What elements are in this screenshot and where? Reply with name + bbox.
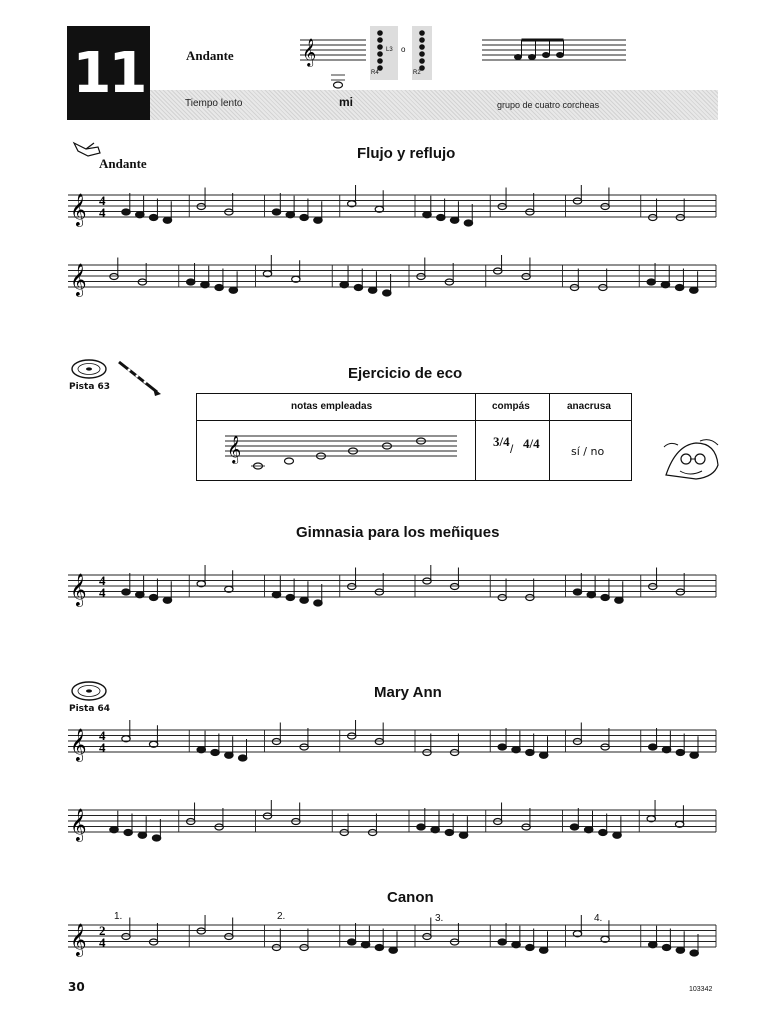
mary-ann-track-label: Pista 64 (69, 704, 111, 714)
cd-icon (70, 680, 108, 707)
eco-col-notes: notas empleadas (291, 401, 373, 412)
svg-text:4: 4 (99, 728, 106, 743)
header-tempo-meaning: Tiempo lento (185, 98, 243, 109)
canon-staff (66, 915, 718, 977)
lesson-number-box (67, 26, 150, 120)
svg-text:𝄞: 𝄞 (70, 263, 87, 296)
composer-cartoon-icon (656, 435, 722, 486)
eco-track-label: Pista 63 (69, 382, 111, 392)
clarinet-icon (113, 360, 163, 401)
svg-text:𝄞: 𝄞 (302, 38, 317, 66)
flujo-title: Flujo y reflujo (357, 145, 456, 162)
mary-ann-staff-1 (66, 720, 718, 770)
canon-title: Canon (387, 889, 434, 906)
eco-anacrusis-options: sí / no (571, 445, 605, 458)
eco-notes-staff (225, 430, 459, 476)
svg-text:4: 4 (99, 585, 106, 600)
canon-entry-2: 2. (277, 911, 286, 922)
header-rhythm-staff (480, 34, 628, 70)
eco-meter-separator: / (510, 442, 514, 456)
svg-text:𝄞: 𝄞 (227, 435, 242, 463)
header-tempo-term: Andante (186, 48, 234, 63)
eco-table (196, 393, 632, 481)
page-number: 30 (68, 980, 85, 994)
svg-text:𝄞: 𝄞 (70, 573, 87, 606)
eco-title: Ejercicio de eco (348, 365, 463, 382)
eco-meter-3-4: 3/4 (493, 434, 510, 449)
fingering-label-r4: R4 (371, 70, 379, 76)
lesson-number: 11 (72, 40, 145, 106)
canon-entry-1: 1. (114, 911, 123, 922)
svg-text:𝄞: 𝄞 (70, 808, 87, 841)
eco-col-anacrusis: anacrusa (567, 401, 611, 412)
mary-ann-title: Mary Ann (374, 684, 442, 701)
cd-icon (70, 358, 108, 385)
svg-text:𝄞: 𝄞 (70, 728, 87, 761)
mary-ann-staff-2 (66, 800, 718, 850)
fingering-label-r2: R2 (413, 70, 421, 76)
svg-text:𝄞: 𝄞 (70, 923, 87, 956)
flujo-staff-2 (66, 255, 718, 305)
canon-entry-4: 4. (594, 913, 603, 924)
svg-text:4: 4 (99, 573, 106, 588)
svg-text:4: 4 (99, 193, 106, 208)
svg-text:4: 4 (99, 205, 106, 220)
svg-text:4: 4 (99, 935, 106, 950)
eco-col-meter: compás (492, 401, 530, 412)
gimnasia-title: Gimnasia para los meñiques (296, 524, 500, 541)
fingering-label-or: o (401, 45, 406, 54)
svg-text:𝄞: 𝄞 (70, 193, 87, 226)
header-new-note: mi (339, 95, 354, 109)
svg-text:2: 2 (99, 923, 106, 938)
catalog-code: 103342 (689, 986, 713, 993)
eco-meter-4-4: 4/4 (523, 436, 540, 451)
header-note-staff (298, 34, 368, 90)
canon-entry-3: 3. (435, 913, 444, 924)
header-rhythm-label: grupo de cuatro corcheas (497, 100, 600, 110)
flujo-staff-1 (66, 185, 718, 235)
fingering-label-l3: L3 (386, 47, 393, 53)
svg-text:4: 4 (99, 740, 106, 755)
flujo-tempo: Andante (99, 156, 147, 171)
gimnasia-staff (66, 565, 718, 615)
